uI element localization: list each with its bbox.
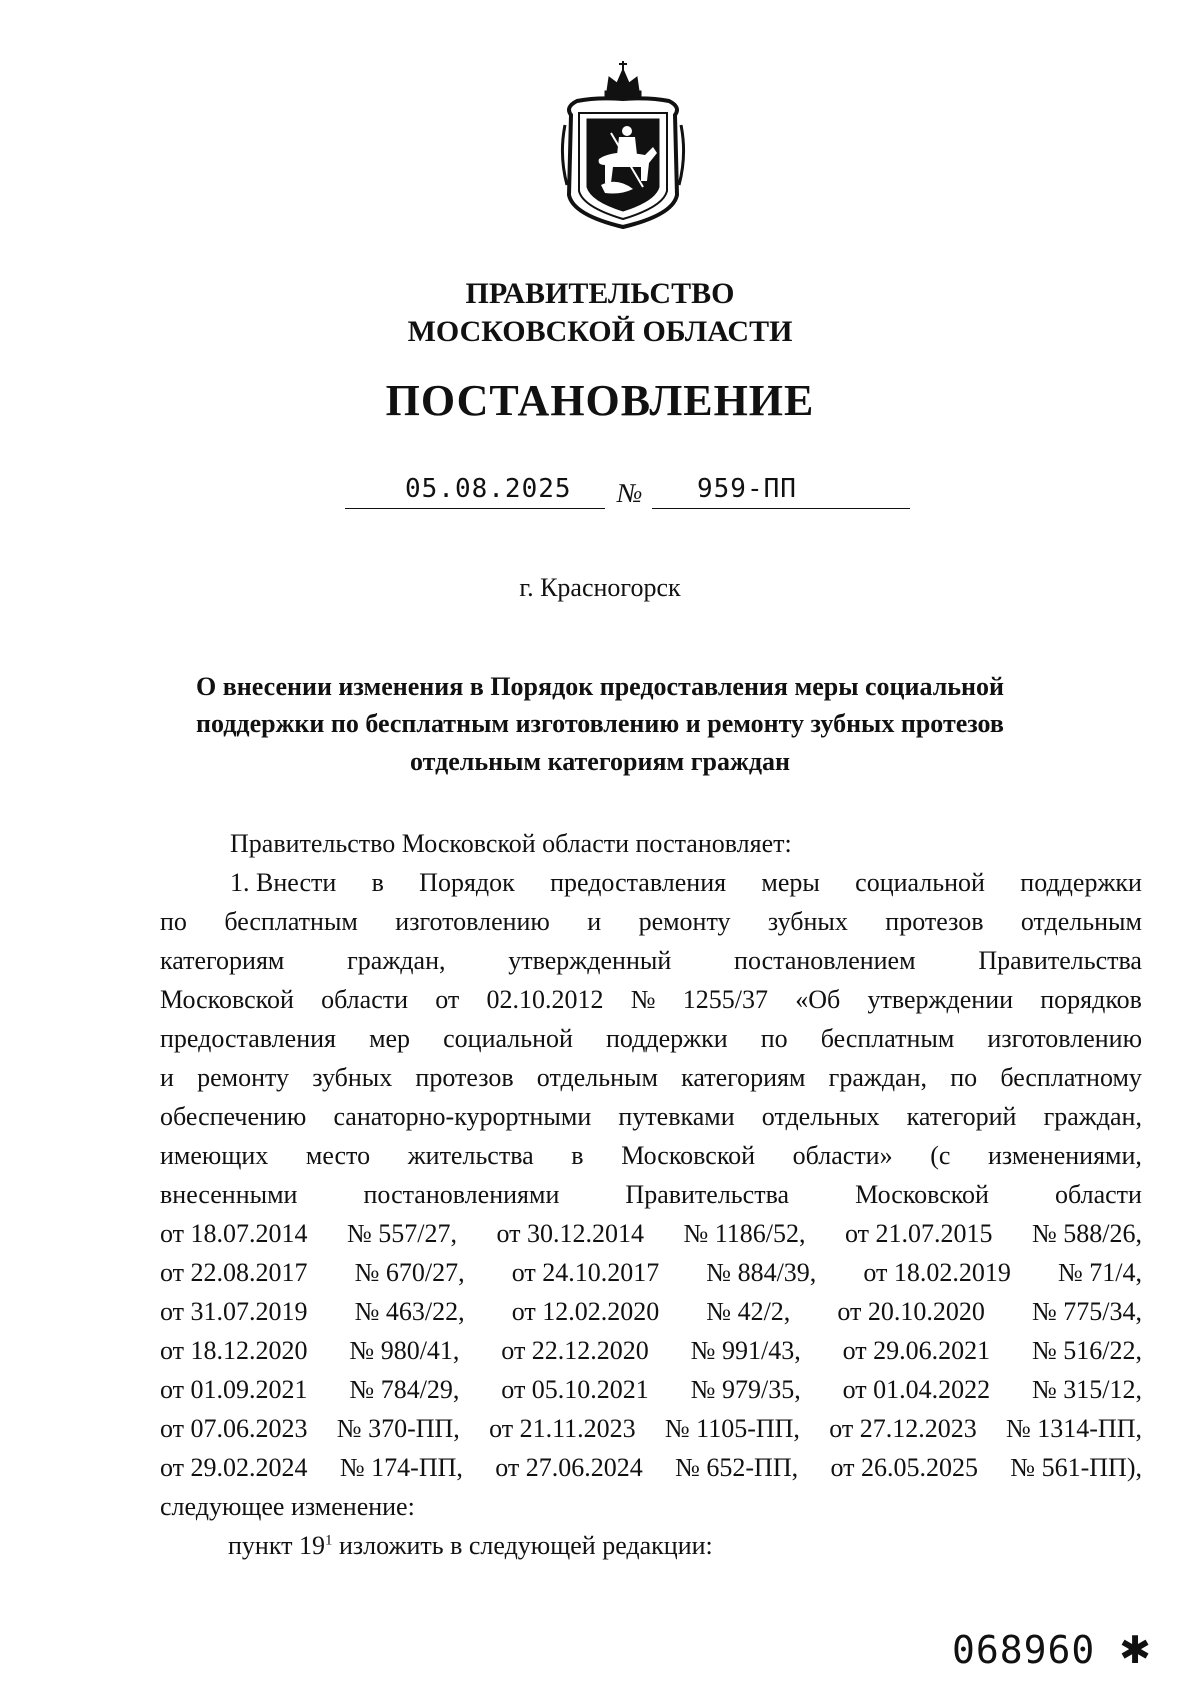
date-number-row — [0, 470, 1200, 510]
paragraph-word: № 775/34, — [1031, 1297, 1142, 1326]
amendment-clause — [228, 1531, 713, 1561]
paragraph-word: № 991/43, — [690, 1336, 801, 1365]
paragraph-word: от 22.12.2020 — [501, 1336, 649, 1365]
paragraph-word: № 557/27, — [346, 1219, 458, 1248]
paragraph-word: в — [571, 1141, 584, 1170]
paragraph-word: от 07.06.2023 — [160, 1414, 308, 1443]
paragraph-word: от 21.07.2015 — [844, 1219, 993, 1248]
paragraph-word: меры — [761, 868, 820, 897]
paragraph-word: категориям — [681, 1063, 806, 1092]
paragraph-word: и — [160, 1063, 174, 1092]
paragraph-word: утвержденный — [508, 946, 672, 975]
paragraph-word: Московской — [160, 985, 294, 1014]
intro-paragraph: Правительство Московской области постановляет: — [230, 829, 792, 858]
paragraph-word: Московской — [855, 1180, 989, 1209]
paragraph-word: № 784/29, — [349, 1375, 460, 1404]
paragraph-word: № 588/26, — [1031, 1219, 1142, 1248]
paragraph-word: от 31.07.2019 — [160, 1297, 308, 1326]
paragraph-word: социальной — [443, 1024, 573, 1053]
paragraph-word: № 370-ПП, — [336, 1414, 460, 1443]
paragraph-word: № 42/2, — [706, 1297, 791, 1326]
paragraph-word: от 24.10.2017 — [511, 1258, 660, 1287]
paragraph-word: бесплатному — [1000, 1063, 1142, 1092]
paragraph-word: от 27.06.2024 — [495, 1453, 643, 1482]
paragraph-line — [160, 1336, 1142, 1366]
paragraph-word: Московской — [621, 1141, 756, 1170]
paragraph-word: от 29.06.2021 — [842, 1336, 991, 1365]
document-title-line3: отдельным категориям граждан — [410, 747, 790, 776]
paragraph-word: № — [630, 985, 656, 1014]
number-sign: № — [617, 478, 643, 508]
paragraph-word: Порядок — [419, 868, 515, 897]
paragraph-word: изменениями, — [988, 1141, 1142, 1170]
paragraph-word: от 18.07.2014 — [160, 1219, 308, 1248]
paragraph-word: в — [371, 868, 384, 897]
serial-number — [952, 1628, 1152, 1672]
paragraph-word: от 21.11.2023 — [489, 1414, 636, 1443]
paragraph-word: от — [435, 985, 460, 1014]
government-name-line2: МОСКОВСКОЙ ОБЛАСТИ — [407, 315, 793, 348]
paragraph-word: области — [321, 985, 409, 1014]
paragraph-word: путевками — [618, 1102, 735, 1131]
paragraph-line — [160, 1258, 1142, 1288]
paragraph-word: граждан, — [347, 946, 446, 975]
paragraph-word: № 71/4, — [1057, 1258, 1142, 1287]
paragraph-word: № 980/41, — [349, 1336, 460, 1365]
paragraph-word: категорий — [906, 1102, 1017, 1131]
government-name-line1: ПРАВИТЕЛЬСТВО — [465, 277, 735, 310]
paragraph-word: от 18.12.2020 — [160, 1336, 308, 1365]
paragraph-word: № 1105-ПП, — [664, 1414, 800, 1443]
paragraph-word: от 30.12.2014 — [496, 1219, 644, 1248]
paragraph-word: поддержки — [606, 1024, 728, 1053]
paragraph-word: области — [1055, 1180, 1142, 1209]
paragraph-word: № 979/35, — [690, 1375, 801, 1404]
paragraph-line — [160, 1414, 1142, 1444]
document-number: 959-ПП — [697, 474, 797, 504]
paragraph-word: утверждении — [867, 985, 1014, 1014]
document-title-line1: О внесении изменения в Порядок предоставления меры социальной — [195, 672, 1005, 701]
paragraph-word: жительства — [407, 1141, 534, 1170]
paragraph-word: бесплатным — [224, 907, 358, 936]
paragraph-word: отдельных — [761, 1102, 880, 1131]
paragraph-line — [160, 1180, 1142, 1210]
paragraph-word: от 18.02.2019 — [863, 1258, 1011, 1287]
paragraph-word: место — [305, 1141, 371, 1170]
clause-prefix: пункт 19 — [228, 1531, 325, 1560]
paragraph-word: бесплатным — [820, 1024, 955, 1053]
paragraph-word: от 05.10.2021 — [501, 1375, 649, 1404]
paragraph-word: протезов — [415, 1063, 514, 1092]
paragraph-word: № 516/22, — [1031, 1336, 1142, 1365]
paragraph-word: предоставления — [550, 868, 727, 897]
paragraph-word: категориям — [160, 946, 285, 975]
city-label: г. Красногорск — [519, 573, 681, 602]
paragraph-word: мер — [369, 1024, 411, 1053]
paragraph-word: обеспечению — [160, 1102, 307, 1131]
paragraph-word: граждан, — [828, 1063, 928, 1092]
paragraph-word: № 315/12, — [1031, 1375, 1142, 1404]
paragraph-word: № 174-ПП, — [339, 1453, 463, 1482]
paragraph-word: изготовлению — [395, 907, 550, 936]
paragraph-word: порядков — [1040, 985, 1142, 1014]
paragraph-word: области» — [792, 1141, 893, 1170]
paragraph-word: Правительства — [625, 1180, 790, 1209]
paragraph-line — [160, 1375, 1142, 1405]
document-date: 05.08.2025 — [405, 474, 572, 504]
paragraph-word: имеющих — [160, 1141, 269, 1170]
paragraph-word: (с — [930, 1141, 951, 1170]
paragraph-line — [160, 1453, 1142, 1483]
paragraph-word: внесенными — [160, 1180, 298, 1209]
paragraph-word: зубных — [312, 1063, 393, 1092]
paragraph-word: изготовлению — [987, 1024, 1142, 1053]
coat-of-arms-emblem — [557, 55, 689, 233]
paragraph-word: № 463/22, — [354, 1297, 465, 1326]
paragraph-word: протезов — [885, 907, 984, 936]
paragraph-word: от 01.09.2021 — [160, 1375, 308, 1404]
paragraph-word: предоставления — [160, 1024, 336, 1053]
paragraph-word: санаторно-курортными — [333, 1102, 592, 1131]
paragraph-line — [160, 985, 1142, 1015]
paragraph-word: № 561-ПП), — [1010, 1453, 1142, 1482]
paragraph-word: от 27.12.2023 — [829, 1414, 977, 1443]
paragraph-word: по — [760, 1024, 788, 1053]
paragraph-word: от 12.02.2020 — [511, 1297, 660, 1326]
paragraph-word: граждан, — [1043, 1102, 1142, 1131]
document-type-heading: ПОСТАНОВЛЕНИЕ — [385, 376, 815, 425]
paragraph-word: от 29.02.2024 — [160, 1453, 308, 1482]
paragraph-line-final: следующее изменение: — [160, 1492, 415, 1521]
paragraph-line — [160, 1102, 1142, 1132]
paragraph-line — [160, 946, 1142, 976]
paragraph-word: 1255/37 — [682, 985, 769, 1014]
paragraph-word: «Об — [795, 985, 841, 1014]
paragraph-word: ремонту — [638, 907, 731, 936]
paragraph-word: № 670/27, — [354, 1258, 465, 1287]
paragraph-word: № 1314-ПП, — [1005, 1414, 1142, 1443]
paragraph-line — [230, 868, 1142, 898]
paragraph-line — [160, 907, 1142, 937]
paragraph-word: ремонту — [197, 1063, 290, 1092]
paragraph-word: поддержки — [1020, 868, 1142, 897]
paragraph-word: от 22.08.2017 — [160, 1258, 308, 1287]
paragraph-word: 1. Внести — [230, 868, 337, 897]
paragraph-word: по — [160, 907, 187, 936]
serial-value: 068960 — [951, 1628, 1096, 1672]
paragraph-word: от 20.10.2020 — [837, 1297, 985, 1326]
paragraph-line — [160, 1063, 1142, 1093]
paragraph-word: постановлением — [734, 946, 916, 975]
clause-suffix: изложить в следующей редакции: — [332, 1531, 713, 1560]
clause-superscript: 1 — [324, 1532, 333, 1549]
paragraph-line — [160, 1219, 1142, 1249]
paragraph-word: по — [950, 1063, 978, 1092]
paragraph-word: социальной — [855, 868, 985, 897]
paragraph-line — [160, 1297, 1142, 1327]
paragraph-word: 02.10.2012 — [486, 985, 604, 1014]
paragraph-word: от 01.04.2022 — [842, 1375, 991, 1404]
paragraph-line — [160, 1141, 1142, 1171]
paragraph-line — [160, 1024, 1142, 1054]
paragraph-word: № 1186/52, — [683, 1219, 806, 1248]
paragraph-word: отдельным — [536, 1063, 658, 1092]
paragraph-word: Правительства — [978, 946, 1142, 975]
paragraph-word: зубных — [767, 907, 848, 936]
paragraph-word: № 652-ПП, — [675, 1453, 799, 1482]
paragraph-word: от 26.05.2025 — [830, 1453, 978, 1482]
paragraph-word: отдельным — [1020, 907, 1142, 936]
paragraph-word: постановлениями — [363, 1180, 560, 1209]
paragraph-word: № 884/39, — [706, 1258, 817, 1287]
paragraph-word: и — [587, 907, 602, 936]
asterisk-mark: ✱ — [1119, 1628, 1152, 1672]
document-title-line2: поддержки по бесплатным изготовлению и ремонту зубных протезов — [196, 709, 1004, 738]
